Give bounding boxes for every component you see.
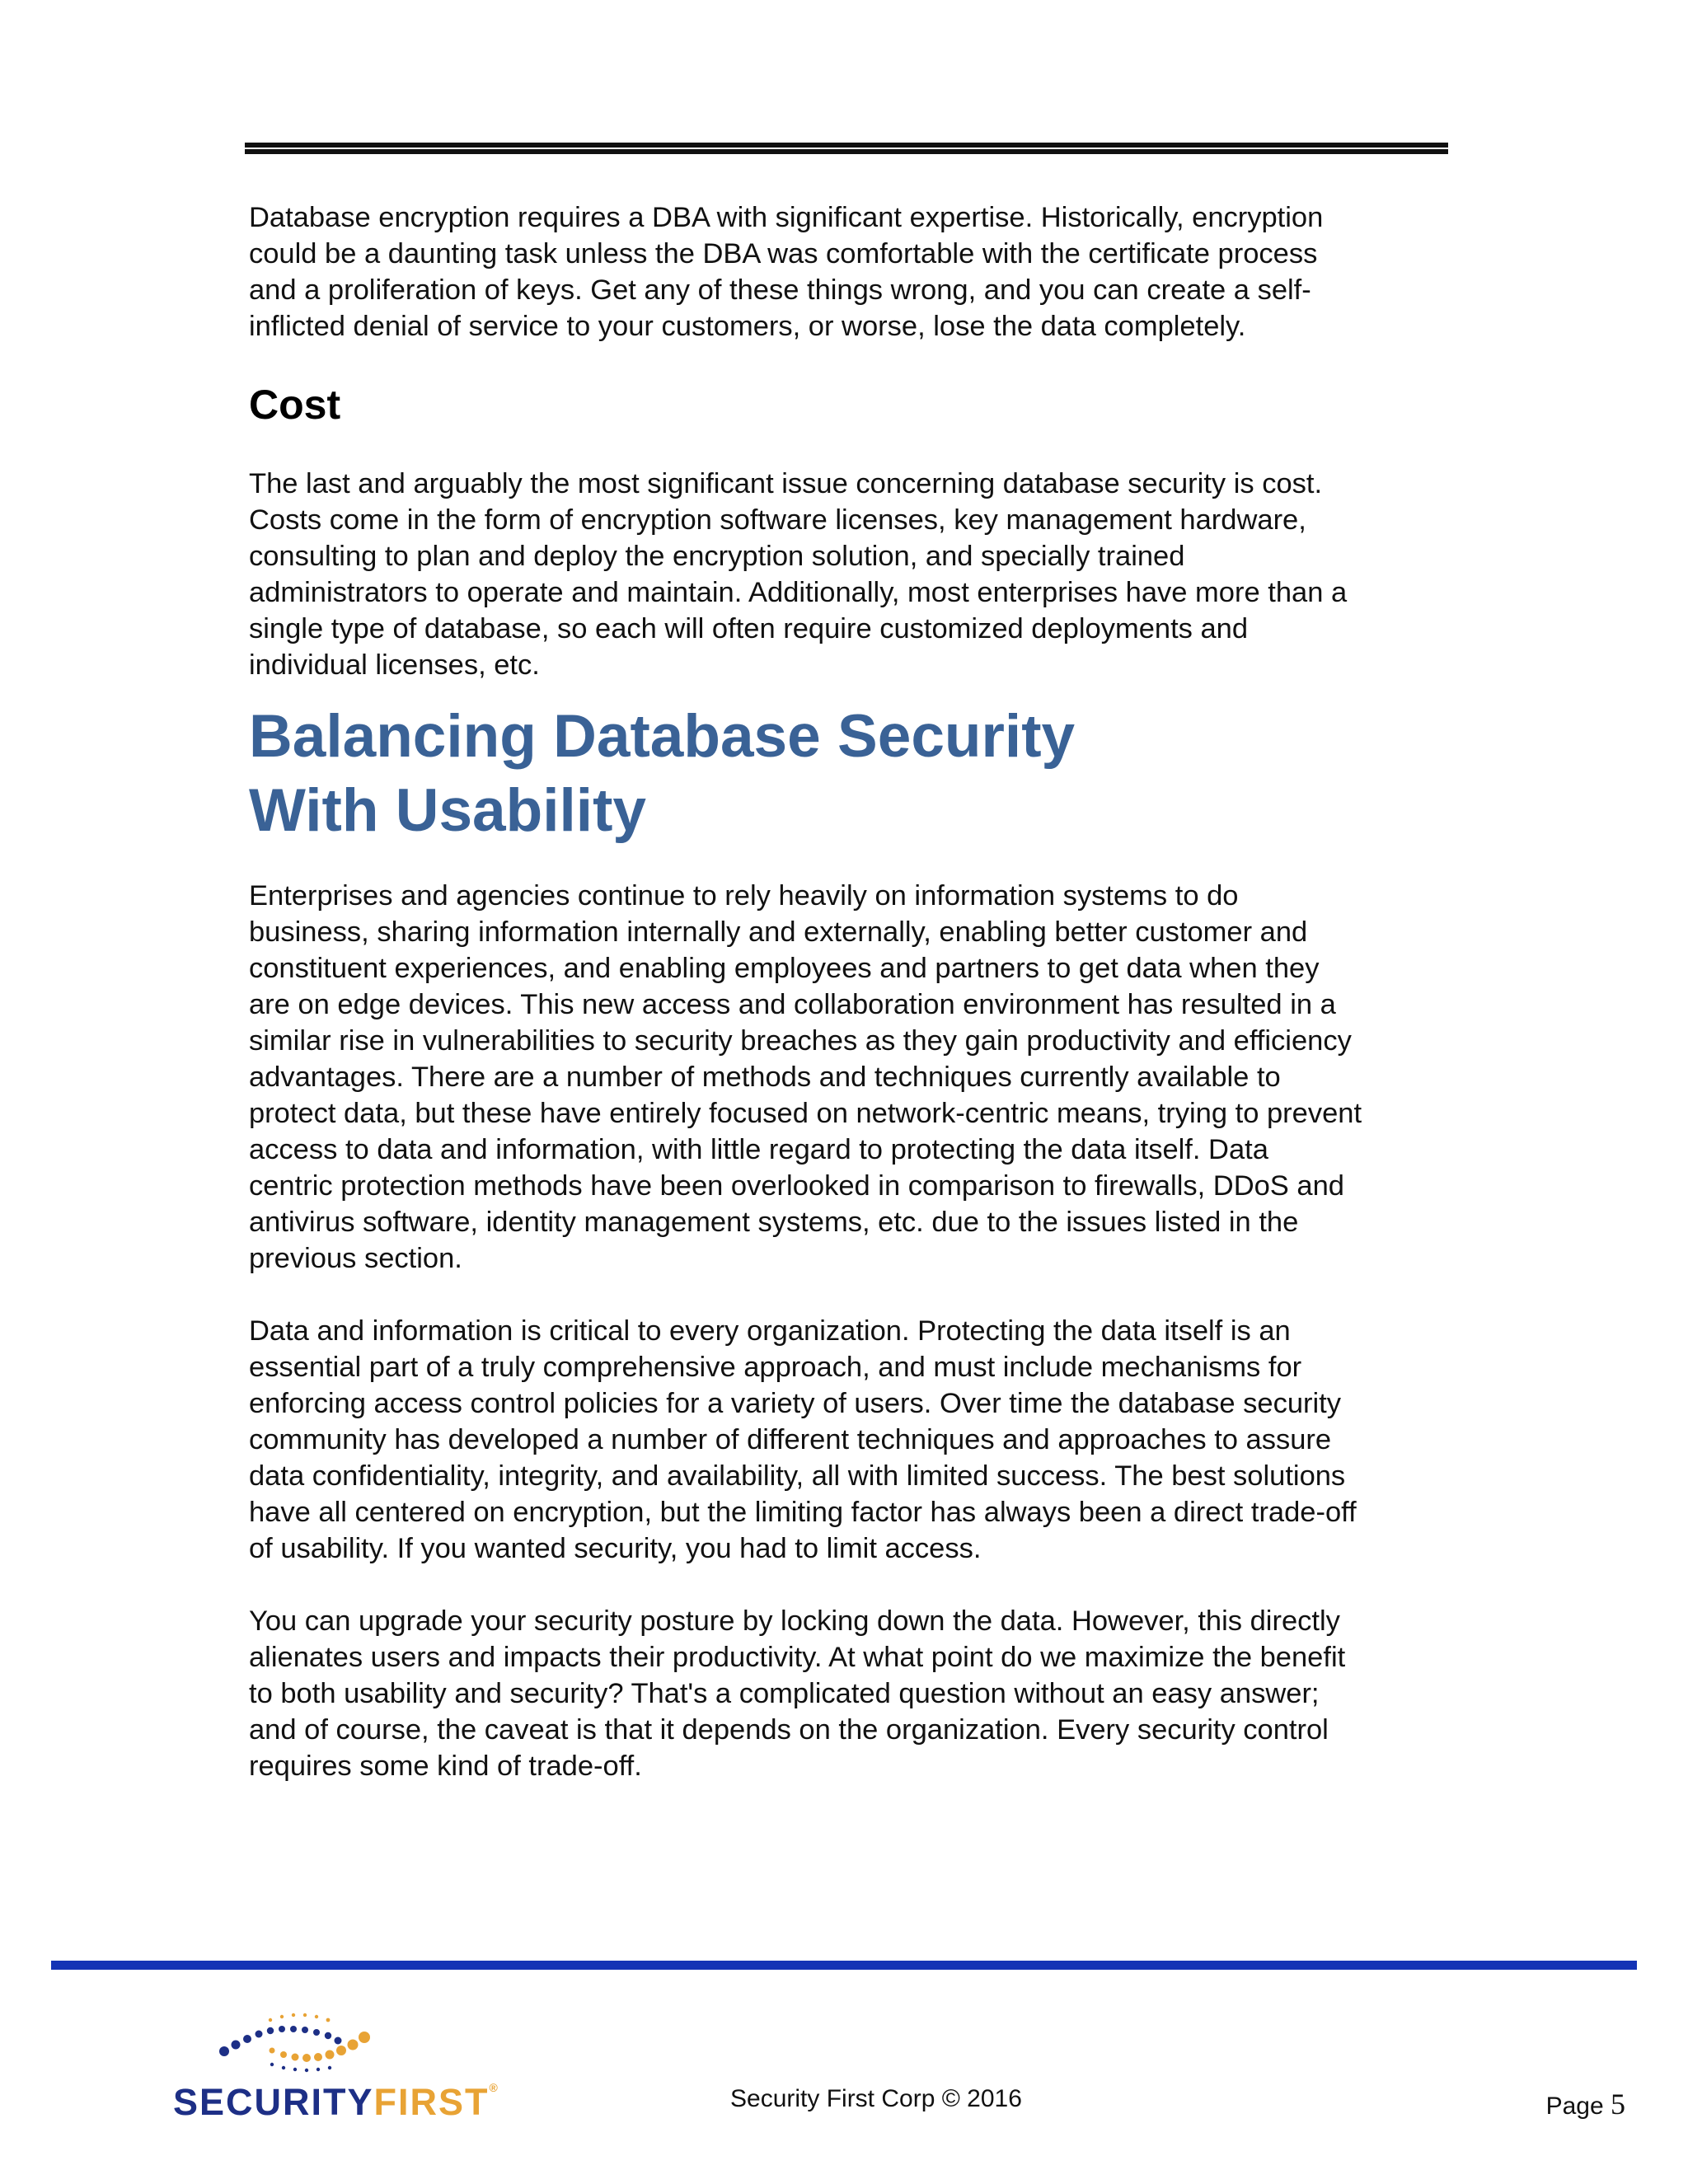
footer-rule (51, 1961, 1637, 1970)
cost-heading: Cost (249, 382, 341, 428)
page-number: 5 (1611, 2088, 1625, 2121)
cost-paragraph: The last and arguably the most significant issue concerning database security is cost. Costs come in the form of encryption software licenses, key management hardware, consulting to plan and deploy the encryption solution, and specially trained administrators to operate and maintain. Additionally, most enterprises have more than a single type of database, so each will often require customized deployments and individual licenses, etc. (249, 468, 1348, 681)
logo-wordmark (173, 2081, 499, 2124)
usability-paragraph-1: Enterprises and agencies continue to rely heavily on information systems to do business, sharing information internally and externally, enabling better customer and constituent experiences, and enabling employees and partners to get data when they are on edge devices. This new access and collaboration environment has resulted in a similar rise in vulnerabilities to security breaches as they gain productivity and efficiency advantages. There are a number of methods and techniques currently available to protect data, but these have entirely focused on network-centric means, trying to prevent access to data and information, with little regard to protecting the data itself. Data centric protection methods have been overlooked in comparison to firewalls, DDoS and antivirus software, identity management systems, etc. due to the issues listed in the previous section. (249, 880, 1362, 1274)
logo-word-first: FIRST (373, 2081, 490, 2123)
logo-registered-mark: ® (489, 2081, 499, 2094)
intro-paragraph: Database encryption requires a DBA with significant expertise. Historically, encryption could be a daunting task unless the DBA was comfortable with the certificate process and a proliferation of keys. Get any of these things wrong, and you can create a self- inflicted denial of service to your customers, or worse, lose the data completely. (249, 202, 1324, 342)
logo-word-security: SECURITY (173, 2081, 374, 2123)
main-heading: Balancing Database Security With Usability (249, 703, 1076, 844)
usability-paragraph-3: You can upgrade your security posture by locking down the data. However, this directly alienates users and impacts their productivity. At what point do we maximize the benefit to both usability and security? That's a complicated question without an easy answer; and of course, the caveat is that it depends on the organization. Every security control requires some kind of trade-off. (249, 1605, 1346, 1782)
header-double-rule (245, 143, 1448, 154)
footer-copyright: Security First Corp © 2016 (730, 2085, 1022, 2112)
security-first-logo (173, 1982, 499, 2155)
usability-paragraph-2: Data and information is critical to every organization. Protecting the data itself is an essential part of a truly comprehensive approach, and must include mechanisms for enforcing access control policies for a variety of users. Over time the database security community has developed a number of different techniques and approaches to assure data confidentiality, integrity, and availability, all with limited success. The best solutions have all centered on encryption, but the limiting factor has always been a direct trade-off of usability. If you wanted security, you had to limit access. (249, 1315, 1357, 1564)
page-content (249, 199, 1452, 1784)
logo-dots-icon (173, 1982, 420, 2073)
footer-page-indicator (1546, 2087, 1625, 2121)
page-label: Page (1545, 2093, 1604, 2120)
